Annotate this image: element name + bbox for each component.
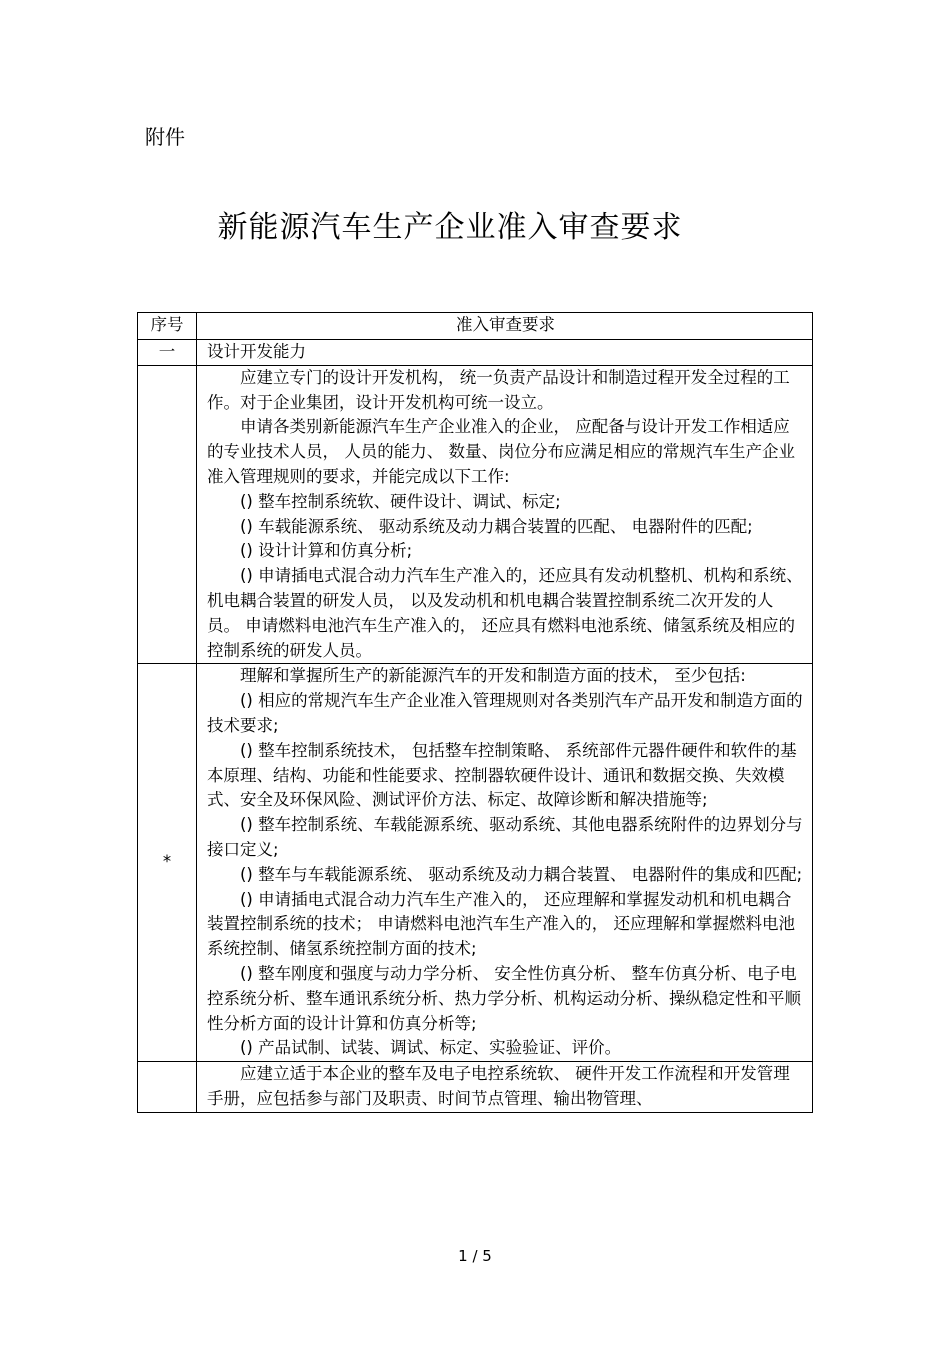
list-item: () 申请插电式混合动力汽车生产准入的，还应具有发动机整机、机构和系统、 机电耦合装置的研发人员， 以及发动机和机电耦合装置控制系统二次开发的人员。 申请燃料电池汽车生产准入的， 还应具有燃料电池系统、储氢系统及相应的控制系统的研发人员。 [207, 566, 803, 660]
table-row [138, 664, 813, 1062]
paragraph: 申请各类别新能源汽车生产企业准入的企业， 应配备与设计开发工作相适应的专业技术人员， 人员的能力、 数量、岗位分布应满足相应的常规汽车生产企业准入管理规则的要求，并能完成以下工作: [207, 417, 795, 486]
list-item: () 车载能源系统、 驱动系统及动力耦合装置的匹配、 电器附件的匹配; [240, 516, 753, 536]
list-item: () 设计计算和仿真分析; [240, 541, 413, 561]
section-row [138, 340, 813, 366]
row-number [138, 1062, 197, 1113]
section-label: 设计开发能力 [197, 340, 813, 366]
list-item: () 整车刚度和强度与动力学分析、 安全性仿真分析、 整车仿真分析、电子电控系统分析、整车通讯系统分析、热力学分析、机构运动分析、操纵稳定性和平顺性分析方面的设计计算和仿真分析等; [207, 963, 801, 1033]
table-header-row [138, 313, 813, 340]
list-item: () 整车与车载能源系统、 驱动系统及动力耦合装置、 电器附件的集成和匹配; [240, 864, 803, 884]
page-number: 1 / 5 [458, 1247, 492, 1265]
paragraph: 理解和掌握所生产的新能源汽车的开发和制造方面的技术， 至少包括: [240, 666, 746, 686]
row-number: * [138, 664, 197, 1062]
row-content [197, 664, 813, 1062]
list-item: () 整车控制系统软、硬件设计、调试、标定; [240, 491, 561, 511]
row-content [197, 365, 813, 664]
list-item: () 整车控制系统、车载能源系统、驱动系统、其他电器系统附件的边界划分与接口定义; [207, 815, 803, 859]
list-item: () 产品试制、试装、调试、标定、实验验证、评价。 [240, 1038, 622, 1058]
row-number [138, 365, 197, 664]
document-title: 新能源汽车生产企业准入审查要求 [217, 210, 683, 245]
requirements-table [137, 312, 813, 1113]
paragraph: 应建立专门的设计开发机构， 统一负责产品设计和制造过程开发全过程的工作。对于企业集团，设计开发机构可统一设立。 [207, 367, 790, 412]
list-item: () 整车控制系统技术， 包括整车控制策略、 系统部件元器件硬件和软件的基本原理、结构、功能和性能要求、控制器软硬件设计、通讯和数据交换、失效模式、安全及环保风险、测试评价方法、标定、故障诊断和解决措施等; [207, 740, 797, 810]
table-row [138, 365, 813, 664]
section-number: 一 [138, 340, 197, 366]
col-header-requirements: 准入审查要求 [197, 313, 813, 340]
row-content [197, 1062, 813, 1113]
list-item: () 相应的常规汽车生产企业准入管理规则对各类别汽车产品开发和制造方面的技术要求; [207, 691, 803, 735]
paragraph: 应建立适于本企业的整车及电子电控系统软、 硬件开发工作流程和开发管理手册，应包括参与部门及职责、时间节点管理、输出物管理、 [207, 1064, 790, 1108]
attachment-label: 附件 [145, 125, 185, 149]
col-header-number: 序号 [138, 313, 197, 340]
list-item: () 申请插电式混合动力汽车生产准入的， 还应理解和掌握发动机和机电耦合装置控制系统的技术； 申请燃料电池汽车生产准入的， 还应理解和掌握燃料电池系统控制、储氢系统控制方面的技术; [207, 889, 795, 959]
table-row [138, 1062, 813, 1113]
